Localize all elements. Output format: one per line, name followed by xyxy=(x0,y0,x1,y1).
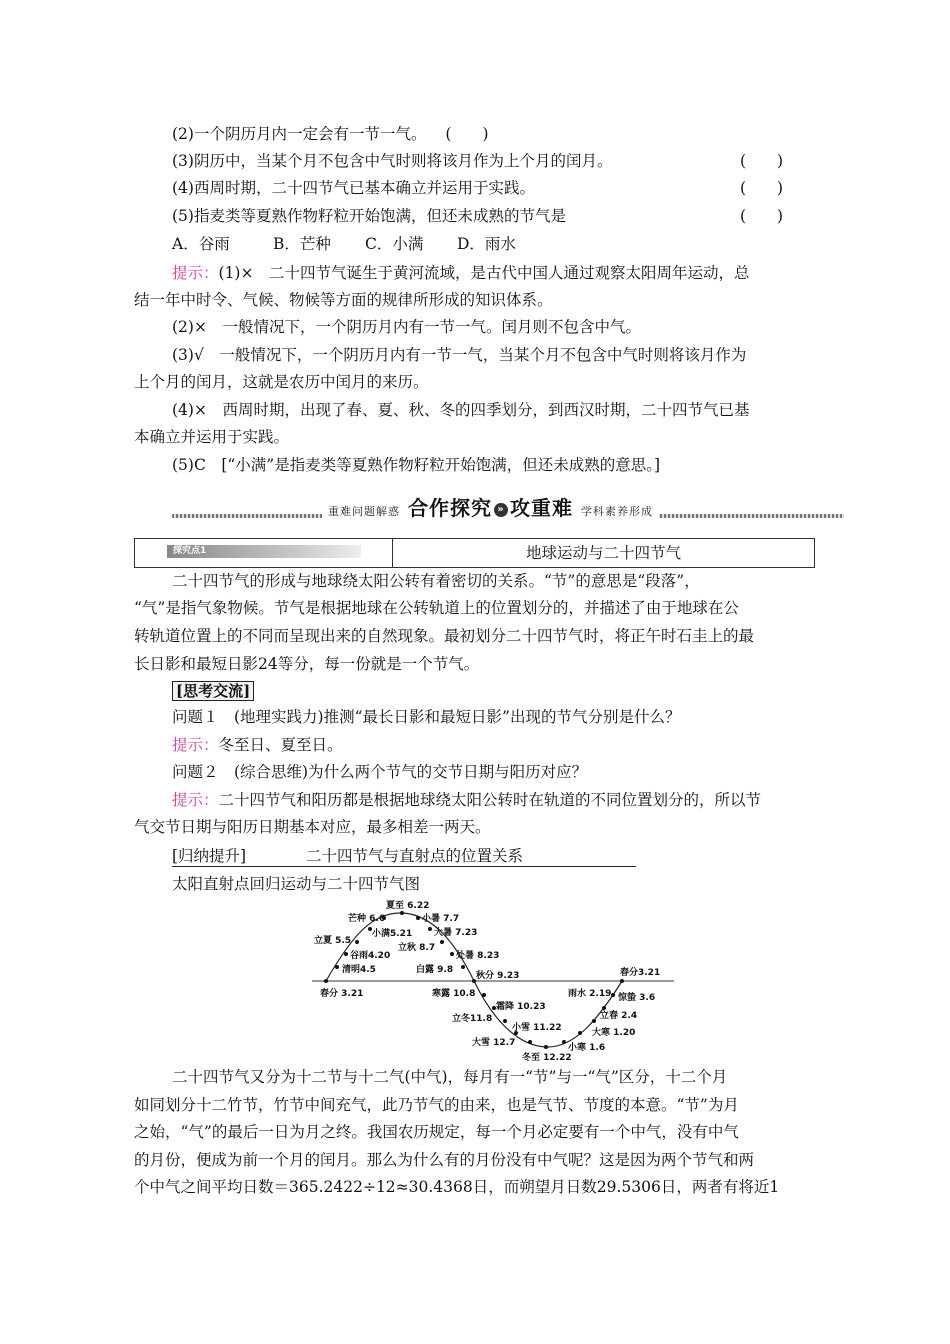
hint-3-cont: 上个月的闰月，这就是农历中闰月的来历。 xyxy=(134,373,429,391)
closing-line-4: 的月份，便成为前一个月的闰月。那么为什么有的月份没有中气呢？这是因为两个节气和两 xyxy=(134,1151,755,1169)
hint-label: 提示： xyxy=(172,264,219,282)
dot xyxy=(461,965,465,969)
intro-line-4: 长日影和最短日影24等分，每一份就是一个节气。 xyxy=(134,655,480,673)
hint-label: 提示： xyxy=(172,736,219,754)
term-label: 清明4.5 xyxy=(342,965,376,975)
dot xyxy=(602,1006,606,1010)
hint-5: (5)C [“小满”是指麦类等夏熟作物籽粒开始饱满，但还未成熟的意思。] xyxy=(172,456,661,474)
term-label: 小满5.21 xyxy=(372,929,413,939)
summary-label: [归纳提升] xyxy=(172,847,247,865)
topic-title: 地球运动与二十四节气 xyxy=(525,544,681,562)
term-label: 谷雨4.20 xyxy=(350,951,391,961)
closing-line-1: 二十四节气又分为十二节与十二气(中气)，每月有一“节”与一“气”区分，十二个月 xyxy=(172,1068,728,1086)
dot xyxy=(562,1040,566,1044)
banner-left-label: 重难问题解惑 xyxy=(328,505,400,518)
dot xyxy=(440,940,444,944)
answer-paren: ( ) xyxy=(445,125,489,143)
dot xyxy=(578,1031,582,1035)
dot xyxy=(592,1019,596,1023)
dot xyxy=(482,993,486,997)
term-label: 雨水 2.19 xyxy=(568,989,612,999)
dot xyxy=(344,952,348,956)
answer-2-cont: 气交节日期与阳历日期基本对应，最多相差一两天。 xyxy=(134,818,491,836)
option-a: A．谷雨 xyxy=(172,235,230,253)
question-2 xyxy=(172,124,489,144)
term-label: 霜降 10.23 xyxy=(496,1002,546,1012)
term-label: 立夏 5.5 xyxy=(314,936,352,946)
answer-paren: ( ) xyxy=(740,152,784,170)
hint-label: 提示： xyxy=(172,791,219,809)
question-5-options xyxy=(172,234,516,254)
closing-line-5: 个中气之间平均日数＝365.2422÷12≈30.4368日，而朔望月日数29.5306日，两者有将近1 xyxy=(134,1178,780,1196)
question-2-text: (2)一个阴历月内一定会有一节一气。 xyxy=(172,125,427,143)
topic-header-table xyxy=(134,538,815,568)
term-label: 立冬11.8 xyxy=(452,1014,493,1024)
dot xyxy=(428,927,432,931)
dot xyxy=(528,1040,532,1044)
intro-line-1: 二十四节气的形成与地球绕太阳公转有着密切的关系。“节”的意思是“段落”， xyxy=(172,572,700,590)
hint-1 xyxy=(172,263,749,283)
term-label: 立春 2.4 xyxy=(600,1011,638,1021)
question-2b: 问题２ (综合思维)为什么两个节气的交节日期与阳历对应？ xyxy=(172,763,588,781)
closing-line-2: 如同划分十二竹节，竹节中间充气，此乃节气的由来，也是气节、节度的本意。“节”为月 xyxy=(134,1096,739,1114)
term-label: 大寒 1.20 xyxy=(592,1028,636,1038)
dot xyxy=(335,965,339,969)
summary-title: 二十四节气与直射点的位置关系 xyxy=(306,847,524,865)
term-label: 春分 3.21 xyxy=(320,989,364,999)
term-label: 立秋 8.7 xyxy=(398,943,436,953)
option-b: B．芒种 xyxy=(273,235,331,253)
hint-3: (3)√ 一般情况下，一个阴历月内有一节一气，当某个月不包含中气时则将该月作为 xyxy=(172,346,747,364)
diagram-caption: 太阳直射点回归运动与二十四节气图 xyxy=(172,875,421,893)
dot xyxy=(355,940,359,944)
dot xyxy=(416,916,420,920)
term-label: 芒种 6.6 xyxy=(348,914,386,924)
section-banner xyxy=(172,496,844,520)
closing-line-3: 之始，“气”的最后一日为月之终。我国农历规定，每一个月必定要有一个中气，没有中气 xyxy=(134,1123,739,1141)
banner-title-b: 攻重难 xyxy=(510,496,573,520)
answer-paren: ( ) xyxy=(740,207,784,225)
question-1: 问题１ (地理实践力)推测“最长日影和最短日影”出现的节气分别是什么？ xyxy=(172,708,681,726)
term-label: 小暑 7.7 xyxy=(422,914,460,924)
banner-arrow-icon: » xyxy=(494,503,508,517)
question-4: (4)西周时期，二十四节气已基本确立并运用于实践。 xyxy=(172,179,535,197)
answer-2-text: 二十四节气和阳历都是根据地球绕太阳公转时在轨道的不同位置划分的，所以节 xyxy=(218,791,762,809)
option-c: C．小满 xyxy=(365,235,424,253)
answer-paren: ( ) xyxy=(740,179,784,197)
dot xyxy=(503,1019,507,1023)
banner-title-a: 合作探究 xyxy=(408,496,492,520)
term-label: 大雪 12.7 xyxy=(472,1038,516,1048)
solar-terms-diagram xyxy=(312,896,674,1062)
topic-tag-label: 探究点1 xyxy=(173,546,207,556)
term-label: 冬至 12.22 xyxy=(522,1053,572,1062)
term-label: 惊蛰 3.6 xyxy=(618,993,656,1003)
dot xyxy=(324,979,328,983)
term-label: 秋分 9.23 xyxy=(476,971,520,981)
hint-1-text: (1)× 二十四节气诞生于黄河流域，是古代中国人通过观察太阳周年运动，总 xyxy=(218,264,750,282)
answer-1-text: 冬至日、夏至日。 xyxy=(218,736,343,754)
term-label: 小寒 1.6 xyxy=(568,1043,606,1053)
option-d: D．雨水 xyxy=(457,235,516,253)
intro-line-3: 转轨道位置上的不同而呈现出来的自然现象。最初划分二十四节气时，将正午时石圭上的最 xyxy=(134,627,755,645)
dot xyxy=(400,911,404,915)
think-discuss-box: [思考交流] xyxy=(172,681,254,701)
question-5: (5)指麦类等夏熟作物籽粒开始饱满，但还未成熟的节气是 xyxy=(172,207,566,225)
hint-2: (2)× 一般情况下，一个阴历月内有一节一气。闰月则不包含中气。 xyxy=(172,318,641,336)
term-label: 寒露 10.8 xyxy=(432,989,476,999)
summary-heading xyxy=(172,847,636,867)
question-3: (3)阴历中，当某个月不包含中气时则将该月作为上个月的闰月。 xyxy=(172,152,613,170)
banner-right-label: 学科素养形成 xyxy=(581,505,653,518)
intro-line-2: “气”是指气象物候。节气是根据地球在公转轨道上的位置划分的，并描述了由于地球在公 xyxy=(134,599,739,617)
term-label: 春分3.21 xyxy=(620,968,661,978)
dot xyxy=(544,1045,548,1049)
topic-tag xyxy=(167,545,361,558)
hint-4: (4)× 西周时期，出现了春、夏、秋、冬的四季划分，到西汉时期，二十四节气已基 xyxy=(172,401,750,419)
term-label: 白露 9.8 xyxy=(416,965,454,975)
dot xyxy=(611,993,615,997)
term-label: 大暑 7.23 xyxy=(434,928,478,938)
hint-4-cont: 本确立并运用于实践。 xyxy=(134,428,290,446)
term-label: 小雪 11.22 xyxy=(512,1023,562,1033)
term-label: 夏至 6.22 xyxy=(386,901,430,911)
banner-title xyxy=(408,492,573,521)
dot xyxy=(620,979,624,983)
hint-1-cont: 结一年中时令、气候、物候等方面的规律所形成的知识体系。 xyxy=(134,291,553,309)
banner-text xyxy=(322,492,659,521)
term-label: 处暑 8.23 xyxy=(456,951,500,961)
answer-1 xyxy=(172,735,343,755)
answer-2 xyxy=(172,790,761,810)
dot xyxy=(450,952,454,956)
